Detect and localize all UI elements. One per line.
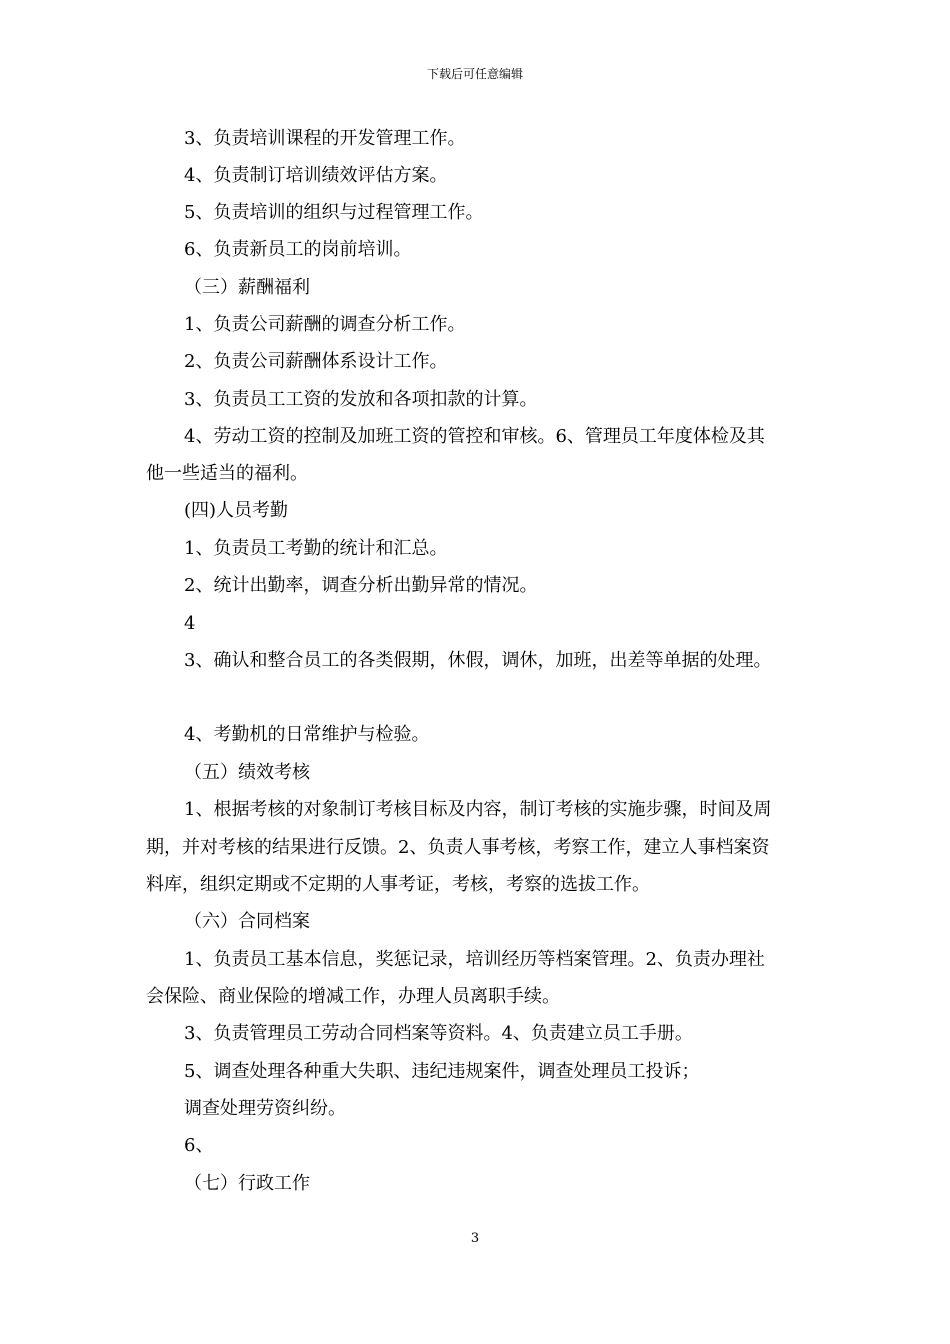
text-line: 6、负责新员工的岗前培训。 (184, 239, 412, 260)
text-line: 1、负责公司薪酬的调查分析工作。 (184, 314, 466, 335)
text-line: 他一些适当的福利。 (146, 463, 308, 484)
section-heading: （三）薪酬福利 (184, 277, 310, 298)
text-line: 1、负责员工考勤的统计和汇总。 (184, 538, 448, 559)
text-line: 4、劳动工资的控制及加班工资的管控和审核。6、管理员工年度体检及其 (184, 426, 765, 447)
page-header: 下载后可任意编辑 (426, 67, 523, 81)
text-line: 3、负责员工工资的发放和各项扣款的计算。 (184, 389, 538, 410)
text-line: 会保险、商业保险的增减工作，办理人员离职手续。 (146, 986, 560, 1007)
text-line: 6、 (184, 1135, 214, 1156)
text-line: 5、负责培训的组织与过程管理工作。 (184, 202, 484, 223)
page-number: 3 (470, 1231, 480, 1246)
text-line: 4、负责制订培训绩效评估方案。 (184, 165, 448, 186)
text-line: 期，并对考核的结果进行反馈。2、负责人事考核，考察工作，建立人事档案资 (146, 837, 770, 858)
text-line: 2、统计出勤率，调查分析出勤异常的情况。 (184, 575, 538, 596)
section-heading: (四)人员考勤 (184, 500, 289, 521)
text-line: 3、负责管理员工劳动合同档案等资料。4、负责建立员工手册。 (184, 1023, 693, 1044)
section-heading: （七）行政工作 (184, 1173, 310, 1194)
section-heading: （五）绩效考核 (184, 762, 310, 783)
text-line: 1、负责员工基本信息，奖惩记录，培训经历等档案管理。2、负责办理社 (184, 949, 765, 970)
text-line: 料库，组织定期或不定期的人事考证，考核，考察的选拔工作。 (146, 874, 650, 895)
text-line: 调查处理劳资纠纷。 (184, 1098, 346, 1119)
text-line: 1、根据考核的对象制订考核目标及内容，制订考核的实施步骤，时间及周 (184, 799, 772, 820)
text-line: 5、调查处理各种重大失职、违纪违规案件，调查处理员工投诉； (184, 1061, 700, 1082)
text-line: 4 (184, 613, 196, 634)
text-line: 2、负责公司薪酬体系设计工作。 (184, 351, 448, 372)
text-line: 3、负责培训课程的开发管理工作。 (184, 128, 466, 149)
section-heading: （六）合同档案 (184, 911, 310, 932)
text-line: 3、确认和整合员工的各类假期，休假，调休，加班，出差等单据的处理。 (184, 650, 772, 671)
text-line: 4、考勤机的日常维护与检验。 (184, 724, 430, 745)
